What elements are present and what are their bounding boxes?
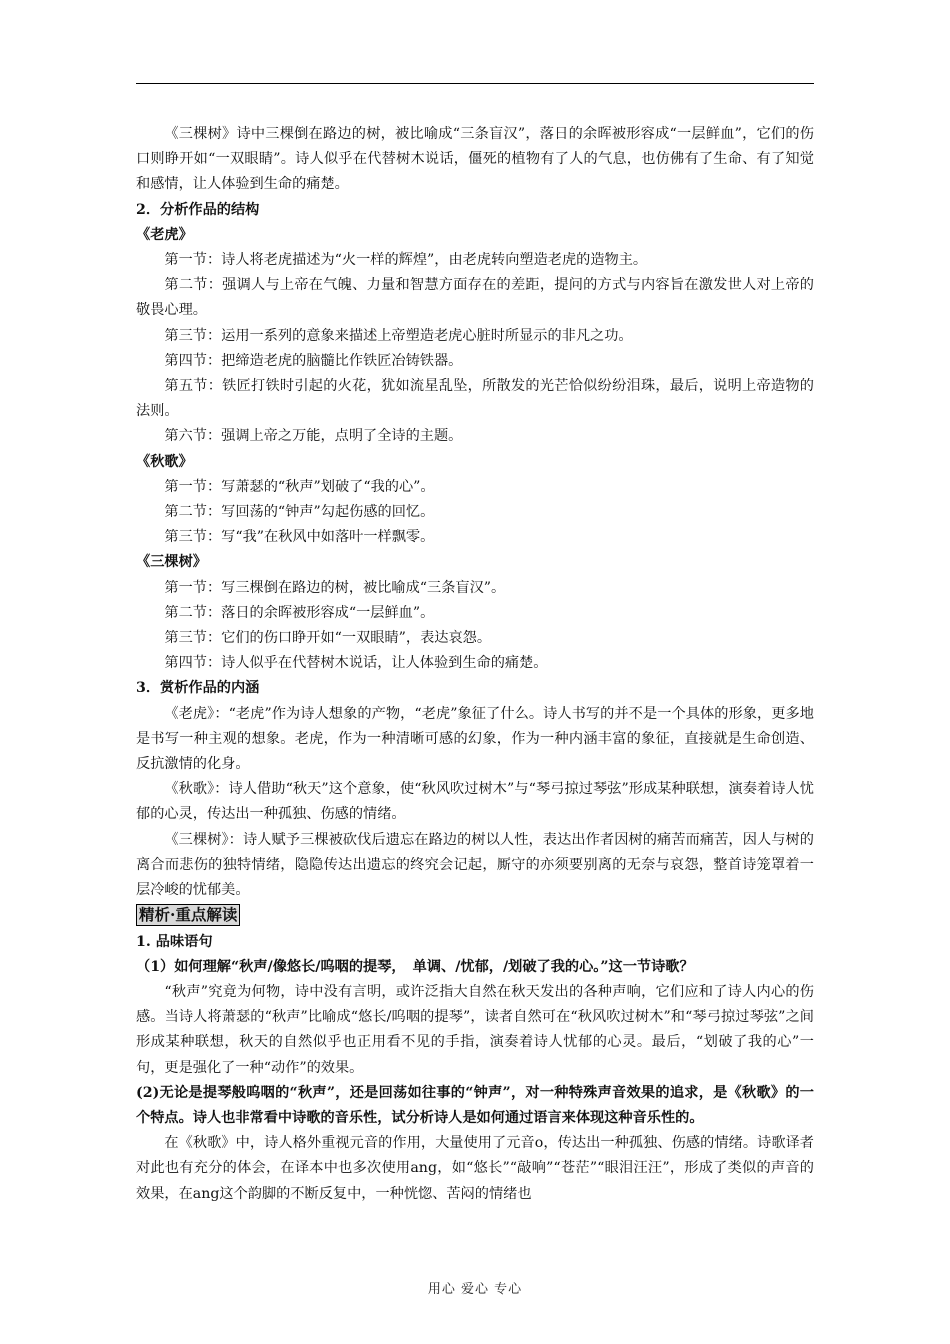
body-paragraph: “秋声”究竟为何物，诗中没有言明，或许泛指大自然在秋天发出的各种声响，它们应和了诗人内心的伤感。当诗人将萧瑟的“秋声”比喻成“悠长/呜咽的提琴”，读者自然可在“秋风吹过树木”和“琴弓掠过琴弦”之间形成某种联想，秋天的自然似乎也正用看不见的手指，演奏着诗人忧郁的心灵。最后，“划破了我的心”一句，更是强化了一种“动作”的效果。 (136, 983, 814, 1076)
section-heading: 1. 品味语句 (136, 933, 213, 950)
section-heading: 3．赏析作品的内涵 (136, 680, 260, 697)
body-paragraph: 《三棵树》：诗人赋予三棵被砍伐后遗忘在路边的树以人性，表达出作者因树的痛苦而痛苦，因人与树的离合而悲伤的独特情绪，隐隐传达出遗忘的终究会记起，厮守的亦须要别离的无奈与哀怨，整首诗笼罩着一层冷峻的忧郁美。 (136, 831, 814, 899)
body-paragraph: 第三节：它们的伤口睁开如“一双眼睛”，表达哀怨。 (164, 630, 492, 647)
body-paragraph: 在《秋歌》中，诗人格外重视元音的作用，大量使用了元音o，传达出一种孤独、伤感的情绪。诗歌译者对此也有充分的体会，在译本中也多次使用ang，如“悠长”“敲响”“苍茫”“眼泪汪汪”，形成了类似的声音的效果，在ang这个韵脚的不断反复中，一种恍惚、苦闷的情绪也 (136, 1135, 814, 1202)
body-paragraph: 《老虎》：“老虎”作为诗人想象的产物，“老虎”象征了什么。诗人书写的并不是一个具体的形象，更多地是书写一种主观的想象。老虎，作为一种清晰可感的幻象，作为一种内涵丰富的象征，直接就是生命创造、反抗激情的化身。 (136, 705, 814, 773)
section-heading: 2．分析作品的结构 (136, 201, 260, 218)
poem-title: 《秋歌》 (136, 453, 193, 470)
question-heading: (2)无论是提琴般呜咽的“秋声”，还是回荡如往事的“钟声”，对一种特殊声音效果的追求，是《秋歌》的一个特点。诗人也非常看中诗歌的音乐性，试分析诗人是如何通过语言来体现这种音乐性的。 (136, 1084, 814, 1126)
body-paragraph: 第三节：写“我”在秋风中如落叶一样飘零。 (164, 529, 435, 546)
body-paragraph: 第四节：把缔造老虎的脑髓比作铁匠冶铸铁器。 (164, 352, 463, 369)
body-paragraph: 第一节：写三棵倒在路边的树，被比喻成“三条盲汉”。 (164, 579, 506, 596)
page-footer: 用心 爱心 专心 (427, 1282, 523, 1297)
body-paragraph: 第三节：运用一系列的意象来描述上帝塑造老虎心脏时所显示的非凡之功。 (164, 327, 633, 344)
poem-title: 《老虎》 (136, 226, 193, 243)
poem-title: 《三棵树》 (136, 554, 207, 571)
body-paragraph: 第六节：强调上帝之万能，点明了全诗的主题。 (164, 428, 463, 445)
document-body (136, 122, 814, 1207)
boxed-section-heading: 精析·重点解读 (136, 904, 240, 926)
body-paragraph: 第一节：诗人将老虎描述为“火一样的辉煌”，由老虎转向塑造老虎的造物主。 (164, 252, 648, 269)
body-paragraph: 第二节：落日的余晖被形容成“一层鲜血”。 (164, 604, 435, 621)
body-paragraph: 第二节：强调人与上帝在气魄、力量和智慧方面存在的差距，提问的方式与内容旨在激发世人对上帝的敬畏心理。 (136, 277, 814, 319)
question-heading: （1）如何理解“秋声/像悠长/呜咽的提琴， 单调、/忧郁，/划破了我的心。”这一节诗歌？ (136, 958, 694, 975)
body-paragraph: 第五节：铁匠打铁时引起的火花，犹如流星乱坠，所散发的光芒恰似纷纷泪珠，最后，说明上帝造物的法则。 (136, 378, 814, 420)
body-paragraph: 《三棵树》诗中三棵倒在路边的树，被比喻成“三条盲汉”，落日的余晖被形容成“一层鲜血”，它们的伤口则睁开如“一双眼睛”。诗人似乎在代替树木说话，僵死的植物有了人的气息，也仿佛有了生命、有了知觉和感情，让人体验到生命的痛楚。 (136, 126, 814, 193)
body-paragraph: 第四节：诗人似乎在代替树木说话，让人体验到生命的痛楚。 (164, 655, 548, 672)
boxed-heading-row (136, 903, 814, 929)
body-paragraph: 《秋歌》：诗人借助“秋天”这个意象，使“秋风吹过树木”与“琴弓掠过琴弦”形成某种联想，演奏着诗人忧郁的心灵，传达出一种孤独、伤感的情绪。 (136, 781, 814, 823)
body-paragraph: 第一节：写萧瑟的“秋声”划破了“我的心”。 (164, 478, 435, 495)
header-rule (136, 83, 814, 84)
body-paragraph: 第二节：写回荡的“钟声”勾起伤感的回忆。 (164, 504, 435, 521)
